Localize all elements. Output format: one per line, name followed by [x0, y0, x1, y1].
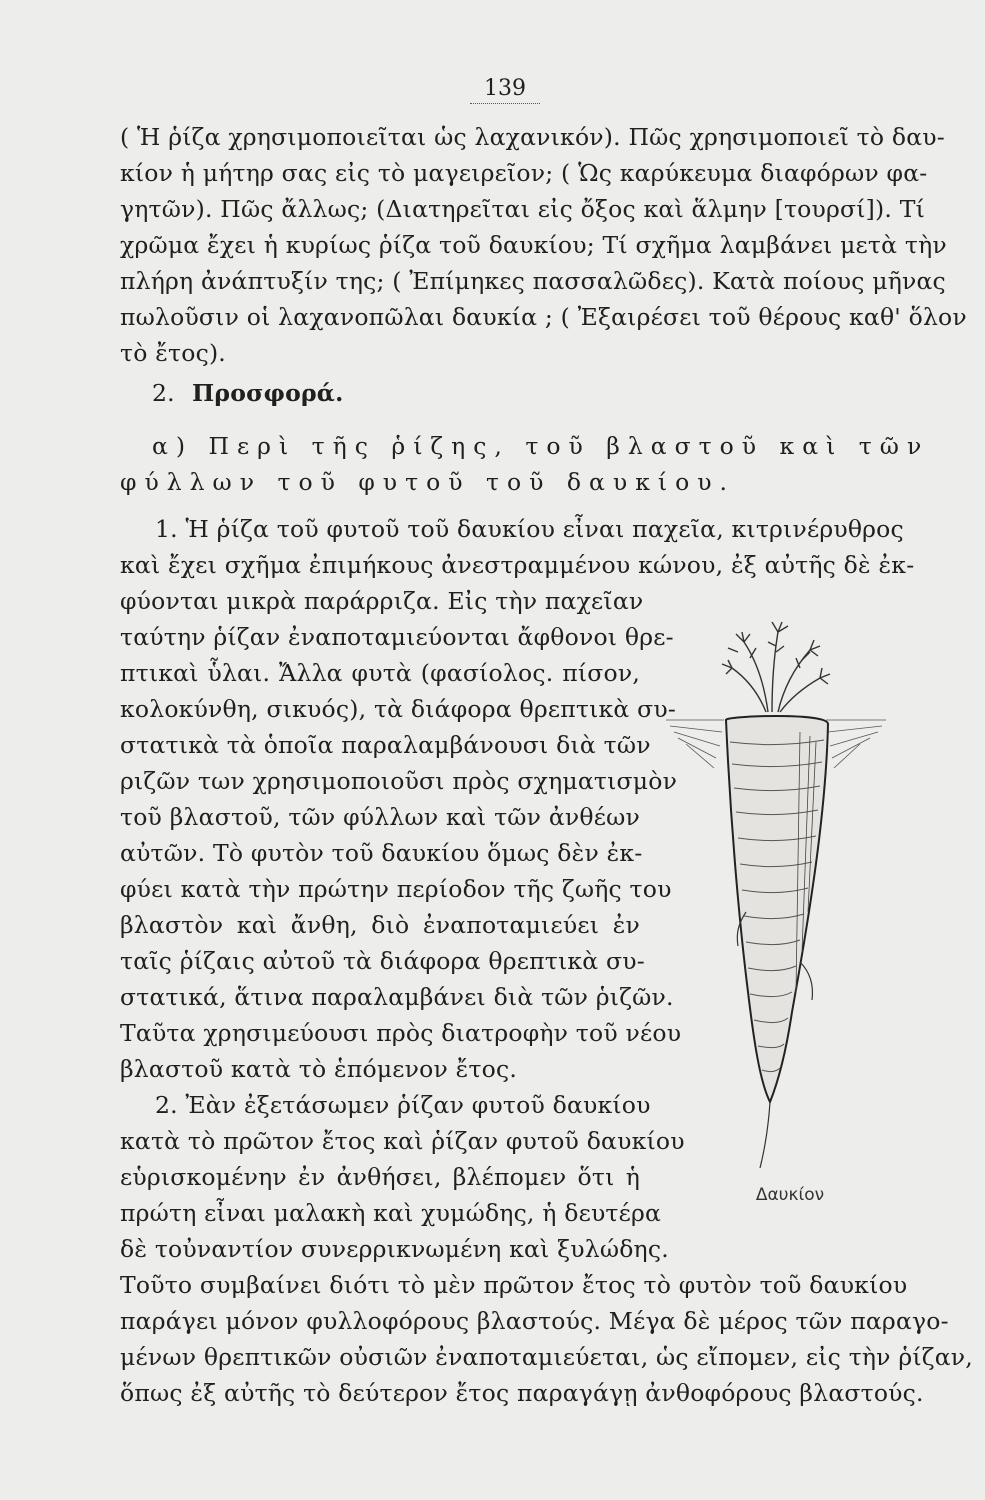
text-line: πτικαὶ ὗλαι. Ἄλλα φυτὰ (φασίολος. πίσον,	[120, 659, 640, 687]
page-number: 139	[470, 76, 540, 104]
text-line: κατὰ τὸ πρῶτον ἔτος καὶ ῥίζαν φυτοῦ δαυκίου	[120, 1127, 685, 1155]
text-line: ταύτην ῥίζαν ἐναποταμιεύονται ἄφθονοι θρε-	[120, 623, 674, 651]
text-line: στατικά, ἅτινα παραλαμβάνει διὰ τῶν ῥιζῶν.	[120, 983, 674, 1011]
text-line: καὶ ἔχει σχῆμα ἐπιμήκους ἀνεστραμμένου κώνου, ἐξ αὐτῆς δὲ ἐκ-	[120, 551, 915, 579]
text-line: παράγει μόνον φυλλοφόρους βλαστούς. Μέγα δὲ μέρος τῶν παραγο-	[120, 1307, 949, 1335]
text-line: ριζῶν των χρησιμοποιοῦσι πρὸς σχηματισμὸν	[120, 767, 678, 795]
text-line: 1. Ἡ ῥίζα τοῦ φυτοῦ τοῦ δαυκίου εἶναι παχεῖα, κιτρινέρυθρος	[155, 515, 904, 543]
text-line: μένων θρεπτικῶν οὐσιῶν ἐναποταμιεύεται, ὡς εἴπομεν, εἰς τὴν ῥίζαν,	[120, 1343, 973, 1371]
section-title: Προσφορά.	[192, 379, 344, 407]
text-line: πλήρη ἀνάπτυξίν της; ( Ἐπίμηκες πασσαλῶδες). Κατὰ ποίους μῆνας	[120, 267, 946, 295]
carrot-illustration	[660, 612, 900, 1172]
text-line: κίον ἡ μήτηρ σας εἰς τὸ μαγειρεῖον; ( Ὡς καρύκευμα διαφόρων φα-	[120, 159, 928, 187]
section-number: 2.	[152, 379, 175, 407]
subsection-title: φύλλων τοῦ φυτοῦ τοῦ δαυκίου.	[120, 468, 736, 496]
subsection-title: α) Περὶ τῆς ῥίζης, τοῦ βλαστοῦ καὶ τῶν	[152, 432, 930, 460]
text-line: χρῶμα ἔχει ἡ κυρίως ῥίζα τοῦ δαυκίου; Τί σχῆμα λαμβάνει μετὰ τὴν	[120, 231, 947, 259]
text-line: ταῖς ῥίζαις αὐτοῦ τὰ διάφορα θρεπτικὰ συ-	[120, 947, 645, 975]
text-line: πρώτη εἶναι μαλακὴ καὶ χυμώδης, ἡ δευτέρα	[120, 1199, 662, 1227]
text-line: ( Ἡ ῥίζα χρησιμοποιεῖται ὡς λαχανικόν). Πῶς χρησιμοποιεῖ τὸ δαυ-	[120, 123, 945, 151]
text-line: φύονται μικρὰ παράρριζα. Εἰς τὴν παχεῖαν	[120, 587, 644, 615]
text-line: κολοκύνθη, σικυός), τὰ διάφορα θρεπτικὰ συ-	[120, 695, 676, 723]
text-line: πωλοῦσιν οἱ λαχανοπῶλαι δαυκία ; ( Ἐξαιρέσει τοῦ θέρους καθ' ὅλον	[120, 303, 967, 331]
text-line: ὅπως ἐξ αὐτῆς τὸ δεύτερον ἔτος παραγάγῃ ἀνθοφόρους βλαστούς.	[120, 1379, 924, 1407]
text-line: Τοῦτο συμβαίνει διότι τὸ μὲν πρῶτον ἔτος τὸ φυτὸν τοῦ δαυκίου	[120, 1271, 908, 1299]
text-line: τοῦ βλαστοῦ, τῶν φύλλων καὶ τῶν ἀνθέων	[120, 803, 640, 831]
text-line: φύει κατὰ τὴν πρώτην περίοδον τῆς ζωῆς του	[120, 875, 672, 903]
text-line: βλαστοῦ κατὰ τὸ ἑπόμενον ἔτος.	[120, 1055, 518, 1083]
text-line: Ταῦτα χρησιμεύουσι πρὸς διατροφὴν τοῦ νέου	[120, 1019, 682, 1047]
text-line: τὸ ἔτος).	[120, 339, 226, 367]
text-line: εὑρισκομένην ἐν ἀνθήσει, βλέπομεν ὅτι ἡ	[120, 1163, 640, 1191]
text-line: στατικὰ τὰ ὁποῖα παραλαμβάνουσι διὰ τῶν	[120, 731, 651, 759]
text-line: βλαστὸν καὶ ἄνθη, διὸ ἐναποταμιεύει ἐν	[120, 911, 640, 939]
figure-caption: Δαυκίον	[755, 1185, 825, 1205]
text-line: 2. Ἐὰν ἐξετάσωμεν ῥίζαν φυτοῦ δαυκίου	[155, 1091, 651, 1119]
text-line: αὐτῶν. Τὸ φυτὸν τοῦ δαυκίου ὅμως δὲν ἐκ-	[120, 839, 643, 867]
text-line: δὲ τοὐναντίον συνερρικνωμένη καὶ ξυλώδης.	[120, 1235, 669, 1263]
text-line: γητῶν). Πῶς ἄλλως; (Διατηρεῖται εἰς ὄξος καὶ ἅλμην [τουρσί]). Τί	[120, 195, 926, 223]
